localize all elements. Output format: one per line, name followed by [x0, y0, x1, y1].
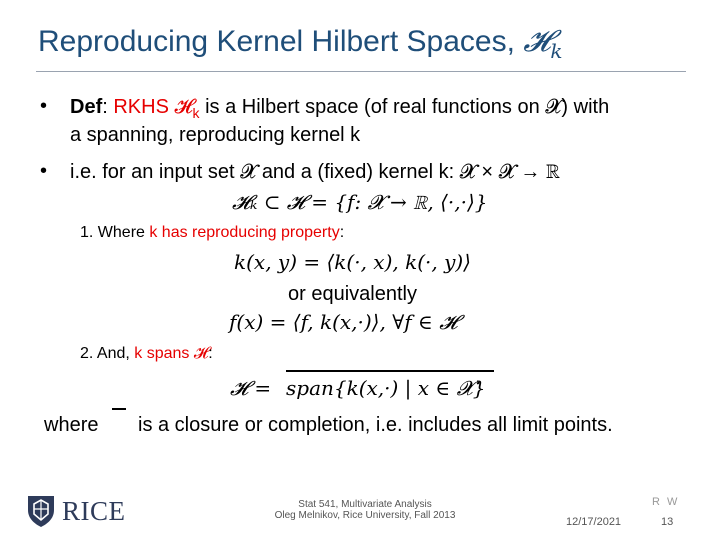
bullet-marker: •	[40, 160, 48, 182]
slide-date: 12/17/2021	[566, 516, 622, 528]
equation-span-right: span{k(x,·) | x ∈ 𝓧}	[286, 376, 486, 400]
or-equivalently: or equivalently	[288, 283, 417, 305]
logo-text: RICE	[62, 495, 126, 526]
course-credit: Stat 541, Multivariate Analysis Oleg Melnikov, Rice University, Fall 2013	[274, 499, 456, 521]
rice-logo	[26, 494, 126, 528]
definition-line-2: a spanning, reproducing kernel k	[70, 124, 361, 146]
equation-reproducing: k(x, y) = ⟨k(·, x), k(·, y)⟩	[234, 250, 471, 274]
equation-subset: 𝓗ₖ ⊂ 𝓗 = {f: 𝓧 → ℝ, ⟨·,·⟩}	[232, 190, 488, 214]
equation-span-left: 𝓗 =	[230, 376, 272, 400]
item-1: 1. Where k has reproducing property:	[80, 224, 345, 241]
title-divider	[36, 71, 686, 72]
ie-line: i.e. for an input set 𝓧 and a (fixed) kernel k: 𝓧 × 𝓧 → ℝ	[70, 161, 561, 183]
closure-bar	[286, 370, 494, 372]
bullet-marker: •	[40, 95, 48, 117]
equation-equivalent: f(x) = ⟨f, k(x,·)⟩, ∀f ∈ 𝓗	[229, 310, 458, 334]
where-explanation: is a closure or completion, i.e. includes all limit points.	[138, 414, 613, 436]
where-word: where	[44, 414, 99, 436]
shield-icon	[26, 494, 56, 528]
item-2: 2. And, k spans 𝓗:	[80, 345, 213, 362]
slide-title: Reproducing Kernel Hilbert Spaces, 𝓗$_k$	[38, 24, 563, 63]
definition-line: Def: RKHS 𝓗$_k$ is a Hilbert space (of real functions on 𝓧) with	[70, 96, 610, 121]
page-number: 13	[661, 516, 674, 528]
initials: R W	[652, 496, 680, 508]
overline-symbol	[112, 408, 126, 410]
